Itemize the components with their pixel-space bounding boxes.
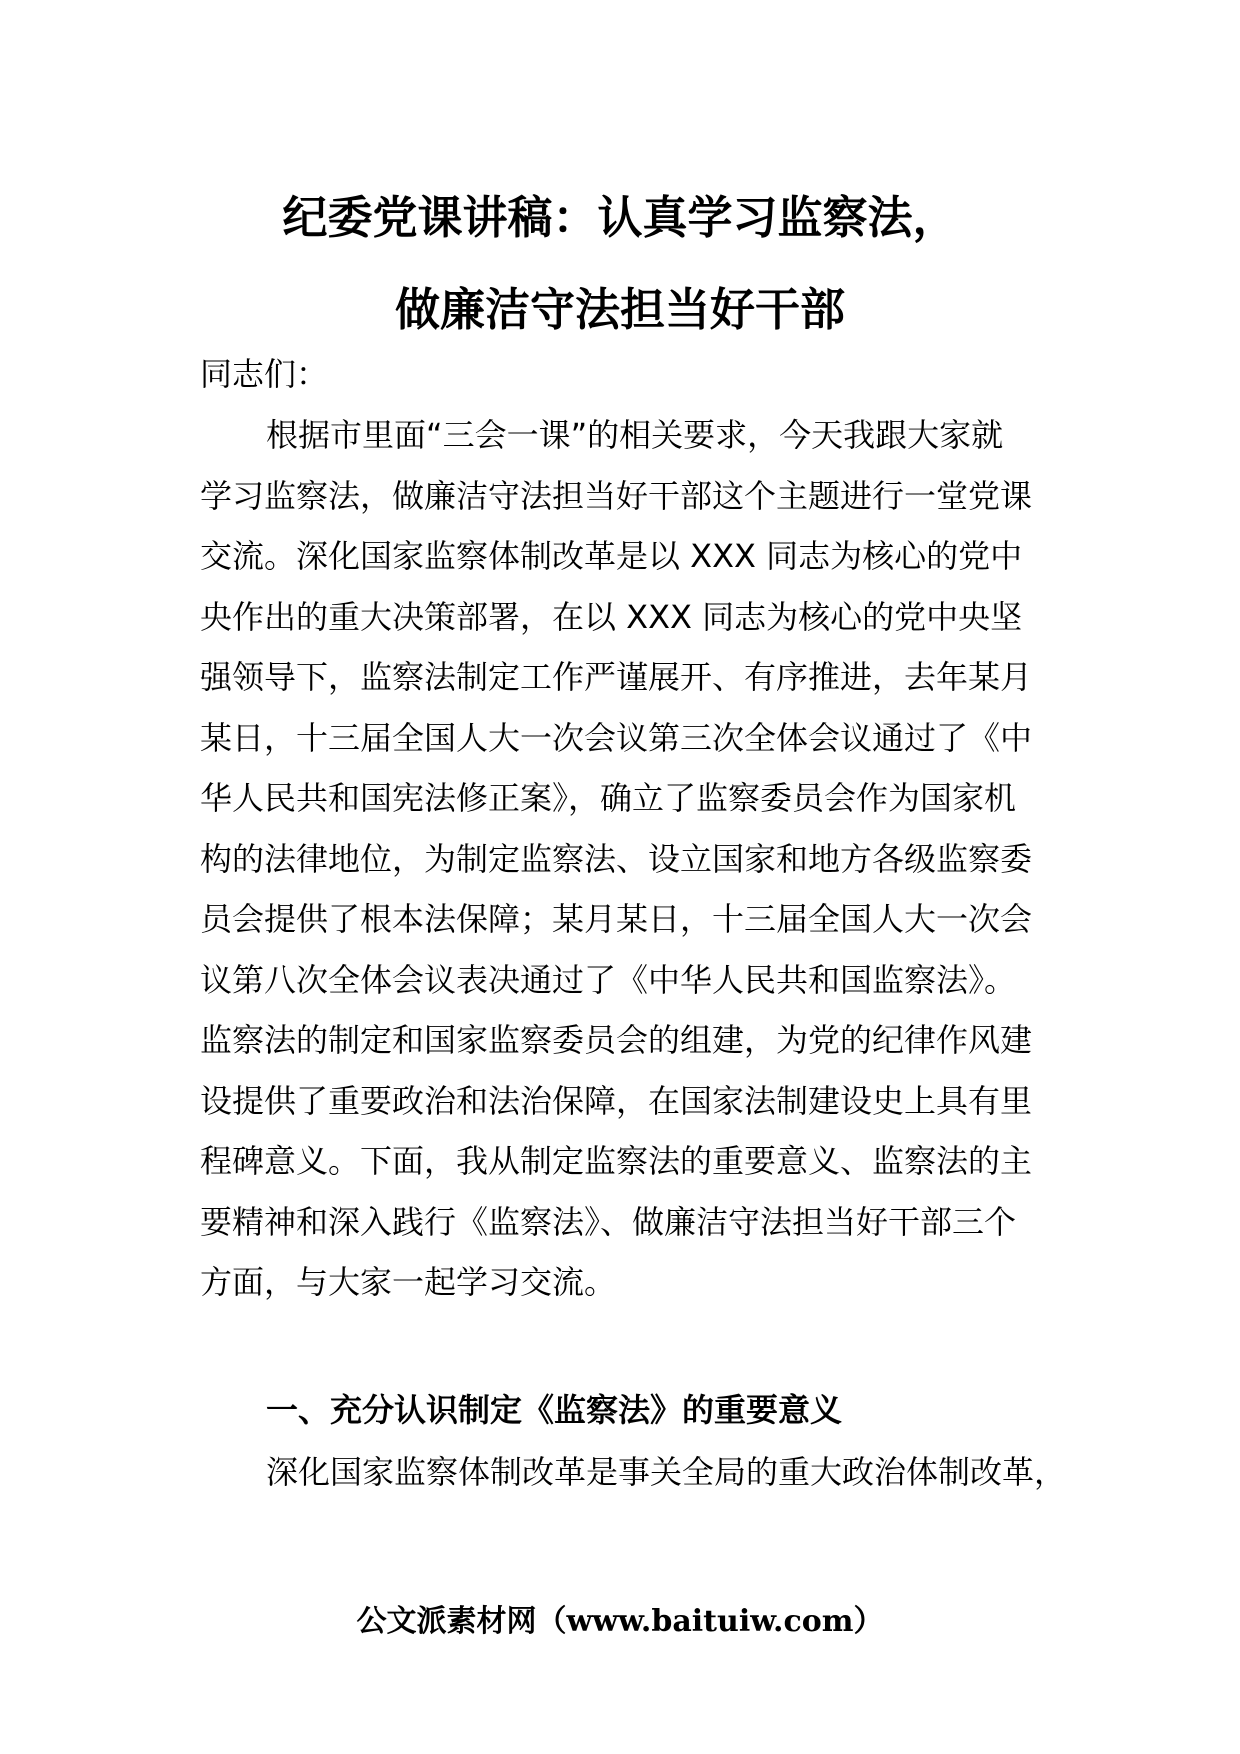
paragraph-line: 根据市里面“三会一课”的相关要求，今天我跟大家就 xyxy=(266,416,1004,454)
paragraph-line: 要精神和深入践行《监察法》、做廉洁守法担当好干部三个 xyxy=(200,1202,1017,1241)
paragraph-line: 员会提供了根本法保障；某月某日，十三届全国人大一次会 xyxy=(200,900,1033,938)
paragraph-line: 程碑意义。下面，我从制定监察法的重要意义、监察法的主 xyxy=(200,1142,1033,1180)
document-title-line-1: 纪委党课讲稿：认真学习监察法， xyxy=(282,191,958,244)
document-title-line-2: 做廉洁守法担当好干部 xyxy=(394,283,845,336)
footer-watermark: 公文派素材网（www.baituiw.com） xyxy=(356,1604,884,1639)
paragraph-line: 强领导下，监察法制定工作严谨展开、有序推进，去年某月 xyxy=(200,658,1033,696)
paragraph-line: 央作出的重大决策部署，在以 XXX 同志为核心的党中央坚 xyxy=(200,597,1023,636)
paragraph-line: 学习监察法，做廉洁守法担当好干部这个主题进行一堂党课 xyxy=(200,476,1033,515)
paragraph-line: 构的法律地位，为制定监察法、设立国家和地方各级监察委 xyxy=(200,839,1033,878)
paragraph-line: 深化国家监察体制改革是事关全局的重大政治体制改革， xyxy=(266,1453,1067,1491)
section-heading-1: 一、充分认识制定《监察法》的重要意义 xyxy=(266,1391,843,1429)
paragraph-line: 设提供了重要政治和法治保障，在国家法制建设史上具有里 xyxy=(200,1081,1033,1120)
salutation: 同志们： xyxy=(200,355,329,393)
paragraph-line: 方面，与大家一起学习交流。 xyxy=(200,1263,617,1301)
paragraph-line: 交流。深化国家监察体制改革是以 XXX 同志为核心的党中 xyxy=(200,537,1023,575)
paragraph-line: 议第八次全体会议表决通过了《中华人民共和国监察法》。 xyxy=(200,960,1017,999)
paragraph-line: 华人民共和国宪法修正案》，确立了监察委员会作为国家机 xyxy=(200,779,1017,817)
paragraph-line: 某日，十三届全国人大一次会议第三次全体会议通过了《中 xyxy=(200,718,1033,757)
paragraph-line: 监察法的制定和国家监察委员会的组建，为党的纪律作风建 xyxy=(200,1021,1033,1059)
